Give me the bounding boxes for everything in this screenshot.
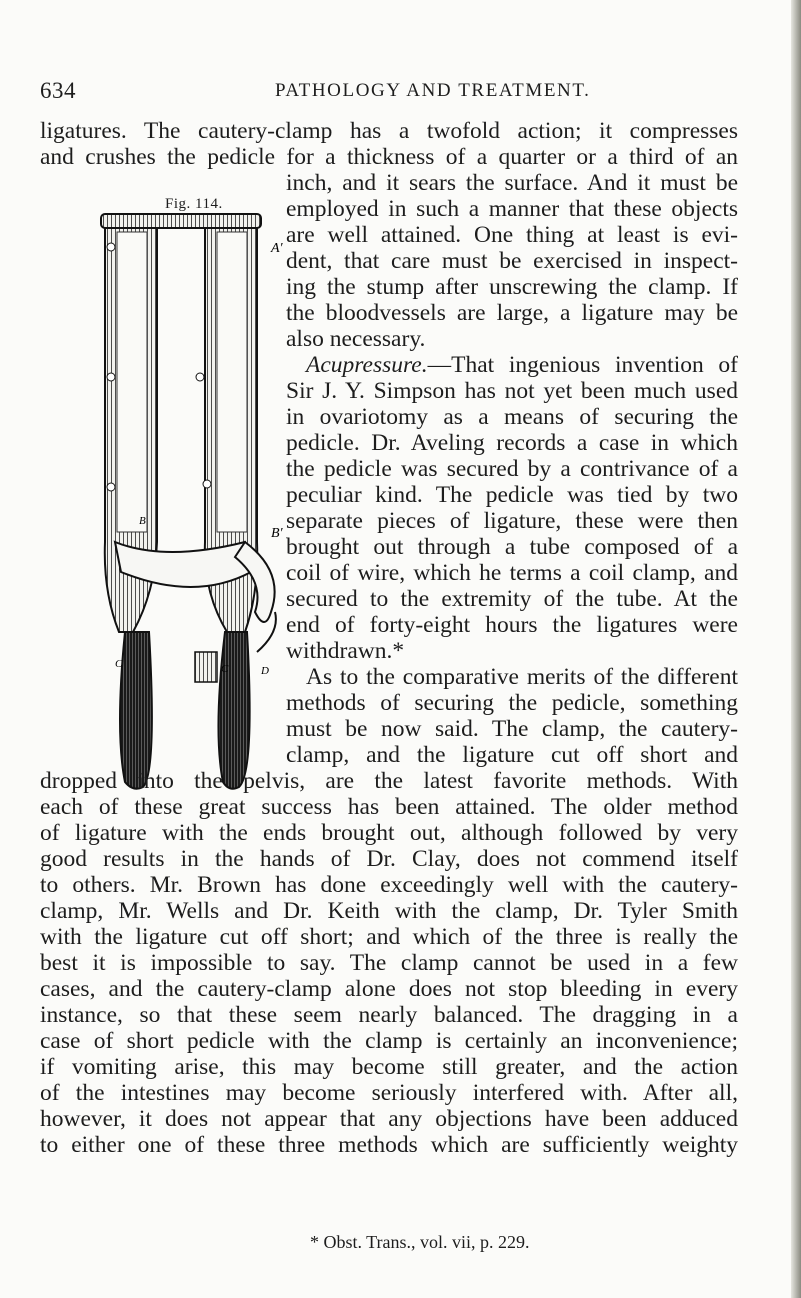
svg-text:A′: A′ xyxy=(271,241,283,256)
text-line: As to the comparative merits of the different xyxy=(306,664,738,690)
text-line: each of these great success has been attained. The older method xyxy=(40,794,738,820)
text-line: of ligature with the ends brought out, although followed by very xyxy=(40,820,738,846)
text-line: of the intestines may become seriously interfered with. After all, xyxy=(40,1080,738,1106)
page-edge xyxy=(791,0,801,1298)
text-line: ligatures. The cautery-clamp has a twofold action; it compresses xyxy=(40,118,738,144)
svg-text:B′: B′ xyxy=(271,526,283,541)
text-line: clamp, Mr. Wells and Dr. Keith with the clamp, Dr. Tyler Smith xyxy=(40,898,738,924)
text-line: coil of wire, which he terms a coil clamp, and xyxy=(286,560,738,586)
text-line: Sir J. Y. Simpson has not yet been much used xyxy=(286,378,738,404)
text-line: inch, and it sears the surface. And it must be xyxy=(286,170,738,196)
svg-text:D: D xyxy=(261,665,269,677)
text-line: best it is impossible to say. The clamp cannot be used in a few xyxy=(40,950,738,976)
text-line: secured to the extremity of the tube. At the xyxy=(286,586,738,612)
text-line: cases, and the cautery-clamp alone does not stop bleeding in every xyxy=(40,976,738,1002)
text-line: methods of securing the pedicle, something xyxy=(286,690,738,716)
text-line: withdrawn.* xyxy=(286,638,405,664)
text-line: are well attained. One thing at least is evi- xyxy=(286,222,738,248)
section-line-rest: —That ingenious invention of xyxy=(427,352,738,378)
text-line: employed in such a manner that these objects xyxy=(286,196,738,222)
text-line: end of forty-eight hours the ligatures were xyxy=(286,612,738,638)
text-line: instance, so that these seem nearly balanced. The dragging in a xyxy=(40,1002,738,1028)
cautery-clamp-illustration xyxy=(95,212,285,792)
text-line: the bloodvessels are large, a ligature may be xyxy=(286,300,738,326)
text-line: to others. Mr. Brown has done exceedingly well with the cautery- xyxy=(40,872,738,898)
svg-text:B: B xyxy=(139,515,146,527)
text-line: ing the stump after unscrewing the clamp. If xyxy=(286,274,738,300)
footnote: * Obst. Trans., vol. vii, p. 229. xyxy=(310,1232,530,1252)
text-line: separate pieces of ligature, these were then xyxy=(286,508,738,534)
svg-text:C: C xyxy=(115,658,123,670)
section-line xyxy=(306,352,738,378)
running-title: PATHOLOGY AND TREATMENT. xyxy=(275,80,591,101)
text-line: in ovariotomy as a means of securing the xyxy=(286,404,738,430)
text-line: however, it does not appear that any objections have been adduced xyxy=(40,1106,738,1132)
page-number: 634 xyxy=(40,78,76,103)
text-line: to either one of these three methods which are sufficiently weighty xyxy=(40,1132,738,1158)
text-line: pedicle. Dr. Aveling records a case in which xyxy=(286,430,738,456)
text-line: dent, that care must be exercised in inspect- xyxy=(286,248,738,274)
text-line: peculiar kind. The pedicle was tied by two xyxy=(286,482,738,508)
text-line: case of short pedicle with the clamp is certainly an inconvenience; xyxy=(40,1028,738,1054)
text-line: if vomiting arise, this may become still greater, and the action xyxy=(40,1054,738,1080)
text-line: with the ligature cut off short; and which of the three is really the xyxy=(40,924,738,950)
text-line: and crushes the pedicle for a thickness of a quarter or a third of an xyxy=(40,144,738,170)
text-line: also necessary. xyxy=(286,326,426,352)
figure-caption: Fig. 114. xyxy=(165,196,223,212)
text-line: the pedicle was secured by a contrivance of a xyxy=(286,456,738,482)
text-line: brought out through a tube composed of a xyxy=(286,534,738,560)
section-heading-acupressure: Acupressure. xyxy=(306,352,428,378)
text-line: must be now said. The clamp, the cautery- xyxy=(286,716,738,742)
svg-text:C: C xyxy=(221,663,229,675)
text-line: good results in the hands of Dr. Clay, does not commend itself xyxy=(40,846,738,872)
text-line: clamp, and the ligature cut off short and xyxy=(286,742,738,768)
text-line: dropped into the pelvis, are the latest favorite methods. With xyxy=(40,768,738,794)
